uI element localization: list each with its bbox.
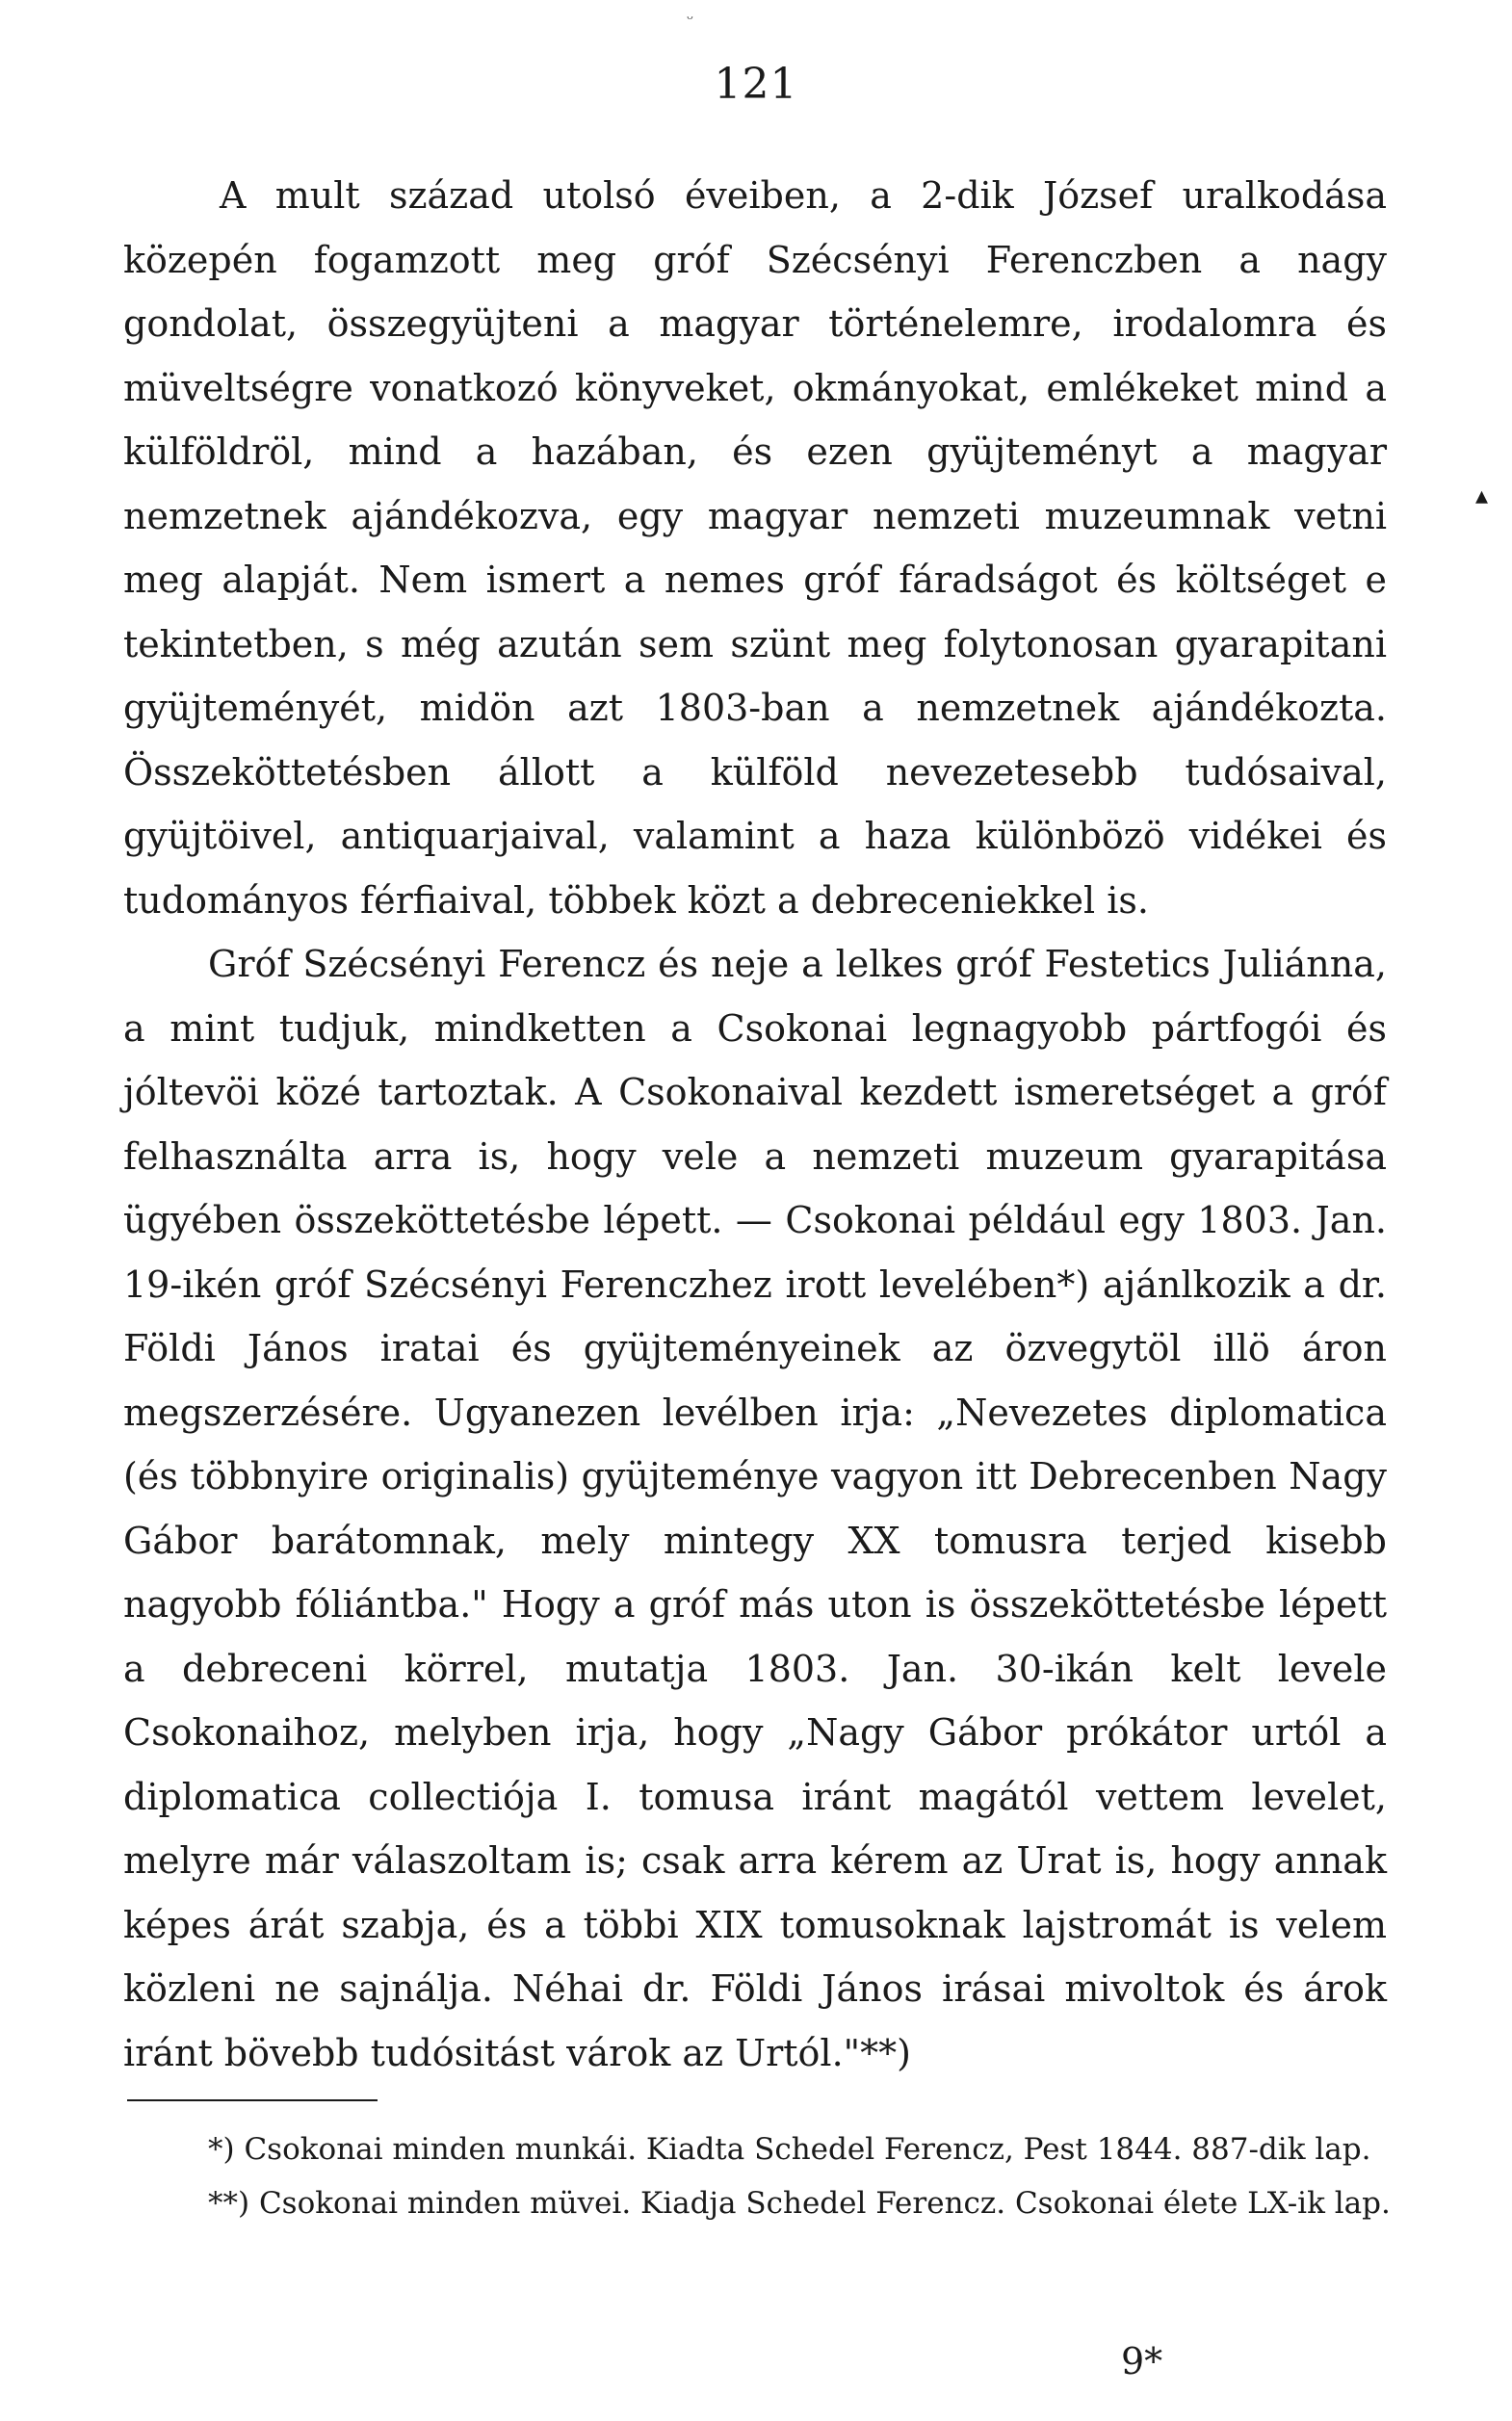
paragraph-1: A mult század utolsó éveiben, a 2-dik József uralkodása közepén fogamzott meg gróf Szécsényi Ferenczben a nagy gondolat, összegyüjteni a magyar történelemre, irodalomra és müveltségre vonatkozó könyveket, okmányokat, emlékeket mind a külföldröl, mind a hazában, és ezen gyüjteményt a magyar nemzetnek ajándékozva, egy magyar nemzeti muzeumnak vetni meg alapját. Nem ismert a nemes gróf fáradságot és költséget e tekintetben, s még azután sem szünt meg folytonosan gyarapitani gyüjteményét, midön azt 1803-ban a nemzetnek ajándékozta. Összeköttetésben állott a külföld nevezetesebb tudósaival, gyüjtöivel, antiquarjaival, valamint a haza különbözö vidékei és tudományos férfiaival, többek közt a debreceniekkel is.: [123, 174, 1387, 922]
page-number: 121: [714, 60, 798, 109]
printer-signature-mark: 9*: [1121, 2340, 1163, 2382]
body-text: [123, 164, 1387, 2085]
footnote-rule: [127, 2099, 378, 2101]
paragraph-2: Gróf Szécsényi Ferencz és neje a lelkes gróf Festetics Juliánna, a mint tudjuk, mindketten a Csokonai legnagyobb pártfogói és jóltevöi közé tartoztak. A Csokonaival kezdett ismeretséget a gróf felhasználta arra is, hogy vele a nemzeti muzeum gyarapitása ügyében összeköttetésbe lépett. — Csokonai például egy 1803. Jan. 19-ikén gróf Szécsényi Ferenczhez irott levelében*) ajánlkozik a dr. Földi János iratai és gyüjteményeinek az özvegytöl illö áron megszerzésére. Ugyanezen levélben irja: „Nevezetes diplomatica (és többnyire originalis) gyüjteménye vagyon itt Debrecenben Nagy Gábor barátomnak, mely mintegy XX tomusra terjed kisebb nagyobb fóliántba." Hogy a gróf más uton is összeköttetésbe lépett a debreceni körrel, mutatja 1803. Jan. 30-ikán kelt levele Csokonaihoz, melyben irja, hogy „Nagy Gábor prókátor urtól a diplomatica collectiója I. tomusa iránt magától vettem levelet, melyre már válaszoltam is; csak arra kérem az Urat is, hogy annak képes árát szabja, és a többi XIX tomusoknak lajstromát is velem közleni ne sajnálja. Néhai dr. Földi János irásai mivoltok és árok iránt bövebb tudósitást várok az Urtól."**): [123, 943, 1387, 2074]
footnote-2: **) Csokonai minden müvei. Kiadja Schedel Ferencz. Csokonai élete LX-ik lap.: [208, 2186, 1391, 2221]
stray-print-mark: ᵕ: [687, 10, 693, 30]
margin-mark: ▴: [1475, 482, 1489, 510]
footnote-1: *) Csokonai minden munkái. Kiadta Schedel Ferencz, Pest 1844. 887-dik lap.: [208, 2132, 1371, 2167]
footnotes: [123, 2126, 1393, 2234]
